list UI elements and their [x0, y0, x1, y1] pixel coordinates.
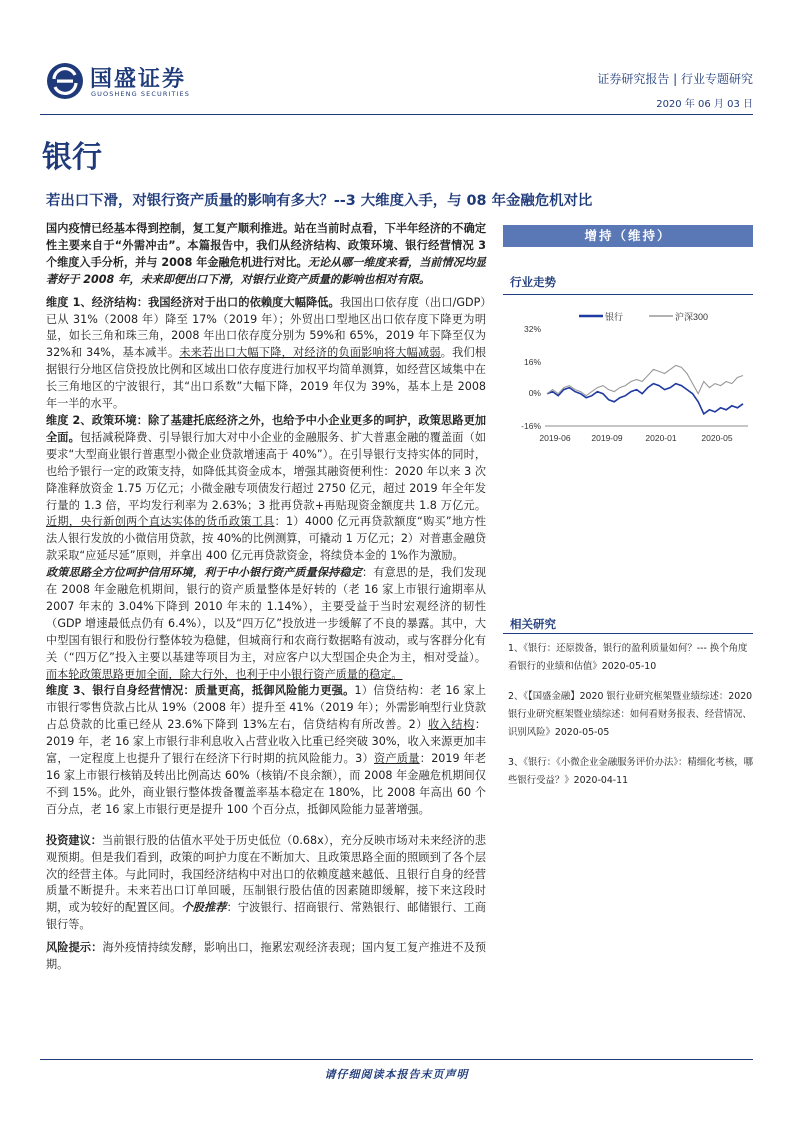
y-tick-label: 0% — [528, 388, 541, 398]
y-tick-label: 16% — [523, 357, 541, 367]
legend-label-bank: 银行 — [605, 312, 624, 322]
header-divider — [40, 114, 753, 115]
trend-divider — [503, 294, 753, 295]
x-tick-label: 2019-06 — [539, 433, 571, 443]
y-tick-label: -16% — [521, 421, 541, 431]
legend-label-hs300: 沪深300 — [675, 312, 709, 322]
related-section-title: 相关研究 — [510, 617, 556, 631]
series-line-bank — [547, 384, 743, 414]
related-item[interactable]: 3、《银行：《小微企业金融服务评价办法》：精细化考核，哪些银行受益？》2020-04-11 — [508, 757, 754, 786]
brand-name: 国盛证券 — [90, 67, 187, 92]
report-title: 若出口下滑，对银行资产质量的影响有多大？--3 大维度入手，与 08 年金融危机对比 — [46, 193, 593, 209]
industry-trend-chart — [503, 298, 753, 448]
related-divider — [503, 633, 753, 634]
x-tick-label: 2020-01 — [645, 433, 677, 443]
sector-title: 银行 — [42, 140, 102, 175]
related-research-list — [508, 640, 753, 802]
related-item[interactable]: 1、《银行：还原拨备，银行的盈利质量如何？--- 换个角度看银行的业绩和估值》2020-05-10 — [508, 643, 748, 672]
report-type: 证券研究报告 | 行业专题研究 — [597, 72, 753, 86]
dimension-1-paragraph: 维度 1、经济结构：我国经济对于出口的依赖度大幅降低。我国出口依存度（出口/GDP）已从 31%（2008 年）降至 17%（2019 年）；外贸出口型地区出口依存度下降更为明显，如长三角和珠三角，2008 年出口依存度分别为 59%和 65%，2019 年下降至仅为 32%和 34%，基本减半。未来若出口大幅下降，对经济的负面影响将大幅减弱。我们根据银行分地区信贷投放比例和区域出口依存度进行加权平均简单测算，如经营区域集中在长三角地区的宁波银行，其“出口系数”大幅下降，2019 年仅为 39%，基本上是 2008 年一半的水平。 — [46, 295, 486, 411]
x-tick-label: 2019-09 — [591, 433, 623, 443]
y-tick-label: 32% — [523, 324, 541, 334]
dimension-3-paragraph: 维度 3、银行自身经营情况：质量更高，抵御风险能力更强。1）信贷结构：老 16 家上市银行零售贷款占比从 19%（2008 年）提升至 41%（2019 年）；外需影响型行业贷款占总贷款的比重已经从 23.6%下降到 13%左右，信贷结构有所改善。2）收入结构：2019 年，老 16 家上市银行非利息收入占营业收入比重已经突破 30%，收入来源更加丰富，一定程度上也提升了银行在经济下行时期的抗风险能力。3）资产质量：2019 年老 16 家上市银行核销及转出比例高达 60%（核销/不良余额），而 2008 年金融危机期间仅不到 15%。此外，商业银行整体拨备覆盖率基本稳定在 180%，比 2008 年高出 60 个百分点，老 16 家上市银行更是提升 100 个百分点，抵御风险能力显著增强。 — [46, 684, 487, 816]
footer-disclaimer: 请仔细阅读本报告末页声明 — [324, 1068, 469, 1081]
trend-section-title: 行业走势 — [510, 275, 556, 289]
brand-name-en: GUOSHENG SECURITIES — [91, 90, 190, 98]
report-body — [46, 221, 486, 974]
footer-divider — [40, 1059, 753, 1060]
rating-badge: 增持（维持） — [503, 225, 753, 247]
dimension-2-paragraph: 维度 2、政策环境：除了基建托底经济之外，也给予中小企业更多的呵护，政策思路更加全面。包括减税降费、引导银行加大对中小企业的金融服务、扩大普惠金融的覆盖面（如要求“大型商业银行普惠型小微企业贷款增速高于 40%”）。在引导银行支持实体的同时，也给予银行一定的政策支持，如降低其资金成本，增强其融资便利性：2020 年以来 3 次降准释放资金 1.75 万亿元；小微金融专项债发行超过 2750 亿元，超过 2019 年全年发行量的 1.3 倍，平均发行利率为 2.63%；3 批再贷款+再贴现资金额度共 1.8 万亿元。近期，央行新创两个直达实体的货币政策工具：1）4000 亿元再贷款额度“购买”地方性法人银行发放的小微信用贷款，按 40%的比例测算，可撬动 1 万亿元；2）对普惠金融贷款采取“应延尽延”原则，并拿出 400 亿元再贷款资金，将续贷本金的 1%作为激励。 — [46, 413, 487, 563]
investment-advice-paragraph: 投资建议：当前银行股的估值水平处于历史低位（0.68x），充分反映市场对未来经济的悲观预期。但是我们看到，政策的呵护力度在不断加大、且政策思路全面的照顾到了各个层次的经营主体。与此同时，我国经济结构中对出口的依赖度越来越低、且银行自身的经营质量不断提升。未来若出口订单回暖，压制银行股估值的因素随即缓解，接下来这段时期，或为较好的配置区间。个股推荐：宁波银行、招商银行、常熟银行、邮储银行、工商银行等。 — [46, 833, 487, 932]
x-tick-label: 2020-05 — [701, 433, 733, 443]
risk-paragraph: 风险提示：海外疫情持续发酵，影响出口，拖累宏观经济表现；国内复工复产推进不及预期。 — [46, 941, 487, 972]
intro-paragraph: 国内疫情已经基本得到控制，复工复产顺利推进。站在当前时点看，下半年经济的不确定性主要来自于“外需冲击”。本篇报告中，我们从经济结构、政策环境、银行经营情况 3 个维度入手分析，并与 2008 年金融危机进行对比。无论从哪一维度来看，当前情况均显著好于 2008 年，未来即便出口下滑，对银行业资产质量的影响也相对有限。 — [46, 222, 487, 286]
chart-legend — [579, 311, 708, 322]
dimension-2-sub-paragraph: 政策思路全方位呵护信用环境，利于中小银行资产质量保持稳定：有意思的是，我们发现在 2008 年金融危机期间，银行的资产质量整体是好转的（老 16 家上市银行逾期率从 2007 年末的 3.04%下降到 2010 年末的 1.14%），主要受益于当时宏观经济的韧性（GDP 增速最低点仍有 6.4%），以及“四万亿”投放进一步缓解了不良的暴露。其中，大中型国有银行和股份行整体较为稳健，但城商行和农商行数据略有波动，或与客群分化有关（“四万亿”投入主要以基建等项目为主，对应客户以大型国企央企为主，相对受益）。而本轮政策思路更加全面，除大行外，也利于中小银行资产质量的稳定。 — [46, 566, 487, 681]
guosheng-logo-icon — [46, 62, 84, 100]
related-item[interactable]: 2、《【国盛金融】2020 银行业研究框架暨业绩综述：2020 银行业研究框架暨业绩综述：如何看财务报表、经营情况、识别风险》2020-05-05 — [508, 691, 753, 738]
report-date: 2020 年 06 月 03 日 — [656, 99, 753, 110]
